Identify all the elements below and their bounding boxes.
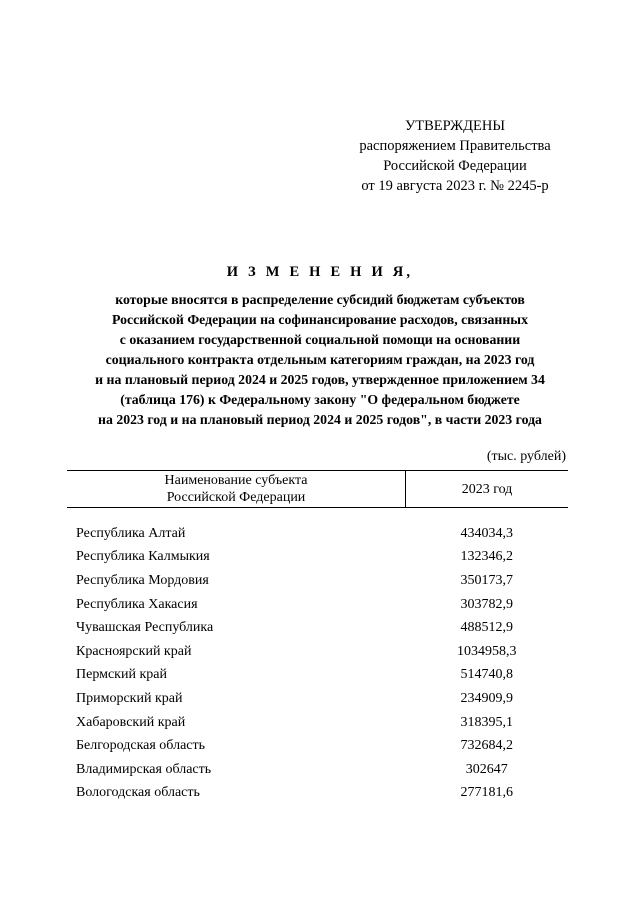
region-amount: 488512,9 [460, 620, 513, 636]
subtitle-line: социального контракта отдельным категориям граждан, на 2023 год [105, 352, 535, 367]
header-region-name [67, 471, 406, 508]
region-amount: 303782,9 [460, 596, 513, 612]
table-row [67, 734, 568, 758]
region-name: Республика Алтай [76, 525, 186, 541]
approval-heading: УТВЕРЖДЕНЫ [404, 118, 506, 134]
region-amount: 1034958,3 [457, 643, 517, 659]
subtitle-line: и на плановый период 2024 и 2025 годов, утвержденное приложением 34 [95, 372, 545, 387]
region-amount: 350173,7 [460, 572, 513, 588]
region-amount: 514740,8 [460, 667, 513, 683]
region-amount: 318395,1 [460, 714, 513, 730]
region-amount: 434034,3 [460, 525, 513, 541]
table-row [67, 664, 568, 688]
approval-date-number: от 19 августа 2023 г. № 2245-р [361, 178, 549, 194]
table-row [67, 522, 568, 546]
region-amount: 234909,9 [460, 690, 513, 706]
subtitle-line: которые вносятся в распределение субсидий бюджетам субъектов [115, 292, 525, 307]
region-name: Республика Мордовия [76, 572, 209, 588]
table-row [67, 687, 568, 711]
region-name: Красноярский край [76, 643, 192, 659]
header-year: 2023 год [406, 471, 569, 508]
table-row [67, 546, 568, 570]
region-name: Приморский край [76, 690, 183, 706]
region-name: Хабаровский край [76, 714, 186, 730]
table-spacer [67, 508, 568, 523]
document-title: И З М Е Н Е Н И Я, [226, 264, 414, 280]
approval-authority-country: Российской Федерации [383, 158, 527, 174]
region-amount: 277181,6 [460, 785, 513, 801]
subsidy-table [67, 470, 568, 805]
region-amount: 302647 [465, 761, 508, 777]
table-row [67, 569, 568, 593]
approval-stamp [330, 116, 580, 196]
table-row [67, 593, 568, 617]
region-name: Пермский край [76, 667, 167, 683]
table-row [67, 758, 568, 782]
document-subtitle [60, 290, 580, 430]
region-name: Чувашская Республика [76, 620, 214, 636]
region-amount: 732684,2 [460, 738, 513, 754]
table-row [67, 711, 568, 735]
region-name: Белгородская область [76, 738, 206, 754]
approval-authority: распоряжением Правительства [359, 138, 551, 154]
region-name: Вологодская область [76, 785, 200, 801]
table-row [67, 640, 568, 664]
subtitle-line: с оказанием государственной социальной помощи на основании [119, 332, 521, 347]
region-name: Республика Калмыкия [76, 549, 210, 565]
region-name: Республика Хакасия [76, 596, 198, 612]
region-name: Владимирская область [76, 761, 212, 777]
units-label: (тыс. рублей) [486, 449, 566, 464]
table-row [67, 782, 568, 806]
subtitle-line: (таблица 176) к Федеральному закону "О федеральном бюджете [120, 392, 520, 407]
table-row [67, 616, 568, 640]
header-region-name-line1: Наименование субъекта [164, 473, 308, 488]
region-amount: 132346,2 [460, 549, 513, 565]
subtitle-line: Российской Федерации на софинансирование расходов, связанных [112, 312, 528, 327]
subtitle-line: на 2023 год и на плановый период 2024 и 2025 годов", в части 2023 года [98, 412, 542, 427]
table-header-row [67, 471, 568, 508]
header-region-name-line2: Российской Федерации [166, 490, 306, 505]
